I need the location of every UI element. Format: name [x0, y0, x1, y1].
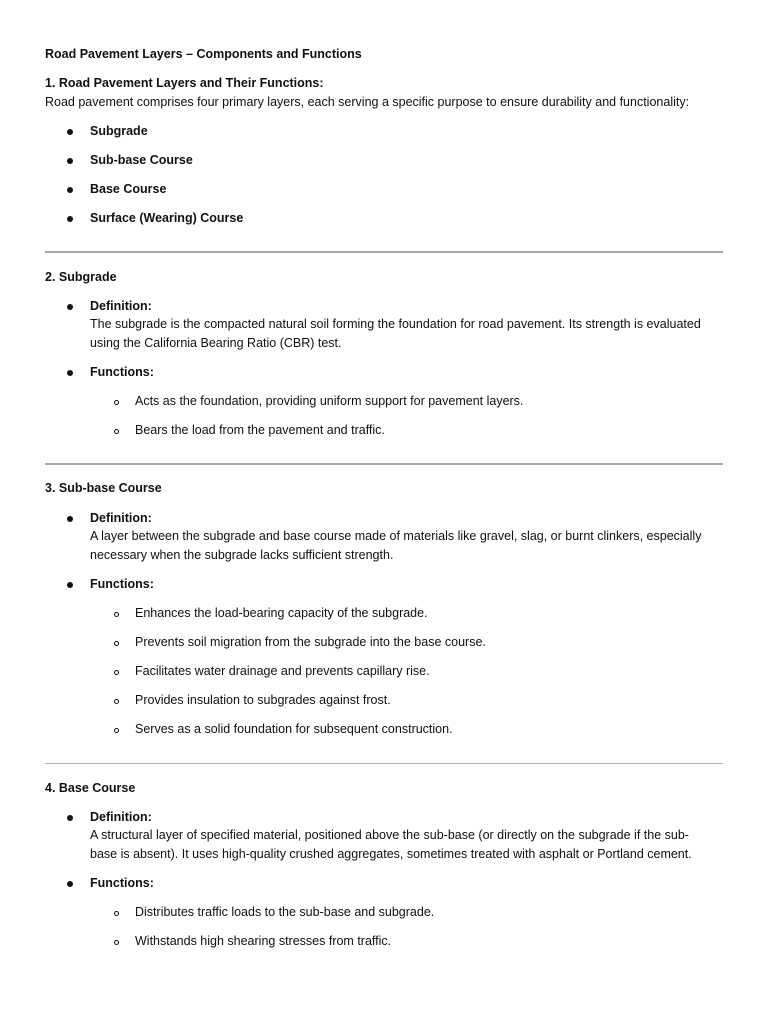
function-item: Distributes traffic loads to the sub-base and subgrade. — [135, 905, 435, 919]
definition-text-line: necessary when the subgrade lacks sufficient strength. — [90, 548, 394, 562]
bullet-icon — [67, 815, 73, 821]
function-item: Serves as a solid foundation for subsequent construction. — [135, 722, 453, 736]
definition-label: Definition: — [90, 511, 152, 525]
function-item: Facilitates water drainage and prevents capillary rise. — [135, 664, 430, 678]
function-item: Enhances the load-bearing capacity of the subgrade. — [135, 606, 428, 620]
section-divider — [45, 463, 723, 465]
bullet-icon — [67, 582, 73, 588]
bullet-icon — [67, 304, 73, 310]
bullet-icon — [67, 129, 73, 135]
definition-text-line: A layer between the subgrade and base course made of materials like gravel, slag, or burnt clinkers, especially — [90, 529, 702, 543]
function-item: Bears the load from the pavement and traffic. — [135, 423, 385, 437]
definition-label: Definition: — [90, 810, 152, 824]
sub-bullet-icon — [114, 940, 119, 945]
section-1-intro: Road pavement comprises four primary layers, each serving a specific purpose to ensure durability and functionality: — [45, 95, 690, 109]
function-item: Prevents soil migration from the subgrade into the base course. — [135, 635, 486, 649]
sub-bullet-icon — [114, 612, 119, 617]
function-item: Acts as the foundation, providing uniform support for pavement layers. — [135, 394, 524, 408]
bullet-icon — [67, 881, 73, 887]
functions-label: Functions: — [90, 577, 154, 591]
sub-bullet-icon — [114, 911, 119, 916]
definition-text-line: using the California Bearing Ratio (CBR) test. — [90, 336, 342, 350]
functions-label: Functions: — [90, 365, 154, 379]
sub-bullet-icon — [114, 641, 119, 646]
section-4-heading: 4. Base Course — [45, 781, 136, 795]
definition-text-line: The subgrade is the compacted natural soil forming the foundation for road pavement. Its strength is evaluated — [90, 317, 701, 331]
sub-bullet-icon — [114, 728, 119, 733]
function-item: Withstands high shearing stresses from traffic. — [135, 934, 392, 948]
section-2-heading: 2. Subgrade — [45, 270, 117, 284]
layer-item-sub-base: Sub-base Course — [90, 153, 193, 167]
bullet-icon — [67, 216, 73, 222]
sub-bullet-icon — [114, 699, 119, 704]
section-divider — [45, 763, 723, 764]
definition-text-line: A structural layer of specified material, positioned above the sub-base (or directly on the subgrade if the sub- — [90, 828, 689, 842]
layer-item-subgrade: Subgrade — [90, 124, 148, 138]
layer-item-base: Base Course — [90, 182, 167, 196]
section-divider — [45, 251, 723, 253]
layer-item-surface: Surface (Wearing) Course — [90, 211, 244, 225]
definition-label: Definition: — [90, 299, 152, 313]
bullet-icon — [67, 187, 73, 193]
definition-text-line: base is absent). It uses high-quality crushed aggregates, sometimes treated with asphalt or Portland cement. — [90, 847, 692, 861]
sub-bullet-icon — [114, 670, 119, 675]
sub-bullet-icon — [114, 400, 119, 405]
functions-label: Functions: — [90, 876, 154, 890]
bullet-icon — [67, 158, 73, 164]
sub-bullet-icon — [114, 429, 119, 434]
section-3-heading: 3. Sub-base Course — [45, 481, 162, 495]
document-title: Road Pavement Layers – Components and Functions — [45, 47, 362, 61]
function-item: Provides insulation to subgrades against frost. — [135, 693, 391, 707]
section-1-heading: 1. Road Pavement Layers and Their Functions: — [45, 76, 324, 90]
bullet-icon — [67, 516, 73, 522]
bullet-icon — [67, 370, 73, 376]
